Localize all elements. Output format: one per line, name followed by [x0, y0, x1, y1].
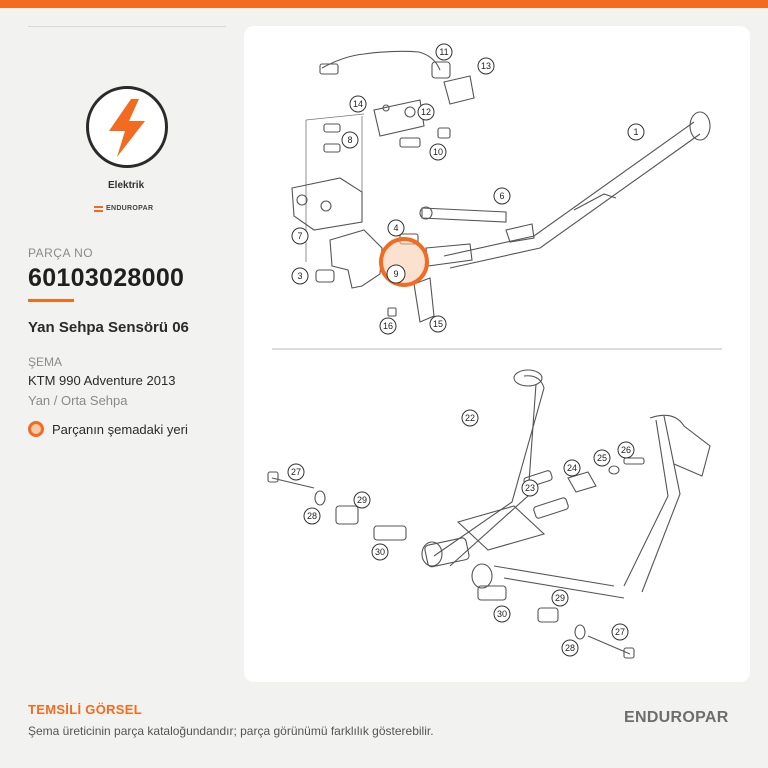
sidebar-divider — [28, 26, 226, 27]
part-name: Yan Sehpa Sensörü 06 — [28, 319, 189, 336]
callout-29a — [354, 492, 370, 508]
callout-13 — [478, 58, 494, 74]
brand-small-text: ENDUROPAR — [106, 205, 154, 212]
svg-text:28: 28 — [564, 643, 576, 653]
callout-6 — [494, 188, 510, 204]
legend — [28, 421, 188, 437]
brand-mark-icon — [94, 206, 103, 212]
brand-logo-small — [94, 205, 153, 212]
svg-text:12: 12 — [420, 107, 432, 117]
highlight-marker-icon — [28, 421, 44, 437]
callout-10 — [430, 144, 446, 160]
svg-text:26: 26 — [620, 445, 632, 455]
callout-2 — [350, 96, 366, 112]
svg-text:8: 8 — [347, 135, 353, 145]
schema-model: KTM 990 Adventure 2013 — [28, 373, 176, 388]
callout-30b — [494, 606, 510, 622]
svg-text:30: 30 — [374, 547, 386, 557]
svg-text:25: 25 — [596, 453, 608, 463]
schema-section: Yan / Orta Sehpa — [28, 393, 128, 408]
callout-27b — [612, 624, 628, 640]
schema-label: ŞEMA — [28, 355, 63, 369]
svg-text:16: 16 — [382, 321, 394, 331]
svg-text:9: 9 — [393, 269, 399, 279]
callout-4 — [388, 220, 404, 236]
callout-7 — [292, 228, 308, 244]
svg-text:1: 1 — [633, 127, 639, 137]
callout-24 — [564, 460, 580, 476]
callout-26 — [618, 442, 634, 458]
callout-8 — [342, 132, 358, 148]
svg-text:3: 3 — [297, 271, 303, 281]
top-accent-bar — [0, 0, 768, 8]
callout-30a — [372, 544, 388, 560]
svg-text:4: 4 — [393, 223, 399, 233]
svg-text:27: 27 — [290, 467, 302, 477]
svg-text:23: 23 — [524, 483, 536, 493]
callout-25 — [594, 450, 610, 466]
callout-1 — [628, 124, 644, 140]
callout-27a — [288, 464, 304, 480]
legend-text: Parçanın şemadaki yeri — [52, 421, 188, 437]
svg-text:22: 22 — [464, 413, 476, 423]
svg-text:14: 14 — [352, 99, 364, 109]
svg-text:29: 29 — [356, 495, 368, 505]
category-label: Elektrik — [108, 180, 145, 191]
callout-22 — [462, 410, 478, 426]
disclaimer-title: TEMSİLİ GÖRSEL — [28, 702, 142, 717]
svg-text:11: 11 — [439, 47, 449, 57]
part-number-label: PARÇA NO — [28, 246, 94, 260]
parts-diagram — [244, 26, 750, 682]
part-number: 60103028000 — [28, 264, 185, 292]
svg-text:7: 7 — [297, 231, 303, 241]
brand-footer: ENDUROPAR — [624, 709, 729, 726]
lightning-icon — [105, 99, 149, 157]
svg-text:27: 27 — [614, 627, 626, 637]
callout-12 — [418, 104, 434, 120]
callout-3 — [292, 268, 308, 284]
callout-28b — [562, 640, 578, 656]
part-number-underline — [28, 299, 74, 302]
disclaimer-text: Şema üreticinin parça kataloğundandır; parça görünümü farklılık gösterebilir. — [28, 724, 434, 738]
callout-23 — [522, 480, 538, 496]
svg-text:29: 29 — [554, 593, 566, 603]
svg-text:13: 13 — [480, 61, 492, 71]
svg-text:30: 30 — [496, 609, 508, 619]
callout-16 — [380, 318, 396, 334]
callout-28a — [304, 508, 320, 524]
callout-9 — [387, 265, 405, 283]
svg-text:28: 28 — [306, 511, 318, 521]
callout-15 — [430, 316, 446, 332]
svg-text:6: 6 — [499, 191, 505, 201]
diagram-panel — [244, 26, 750, 682]
callout-11 — [436, 44, 452, 60]
svg-text:15: 15 — [432, 319, 444, 329]
svg-text:10: 10 — [432, 147, 444, 157]
category-logo — [86, 86, 168, 168]
svg-text:24: 24 — [566, 463, 578, 473]
callout-29b — [552, 590, 568, 606]
